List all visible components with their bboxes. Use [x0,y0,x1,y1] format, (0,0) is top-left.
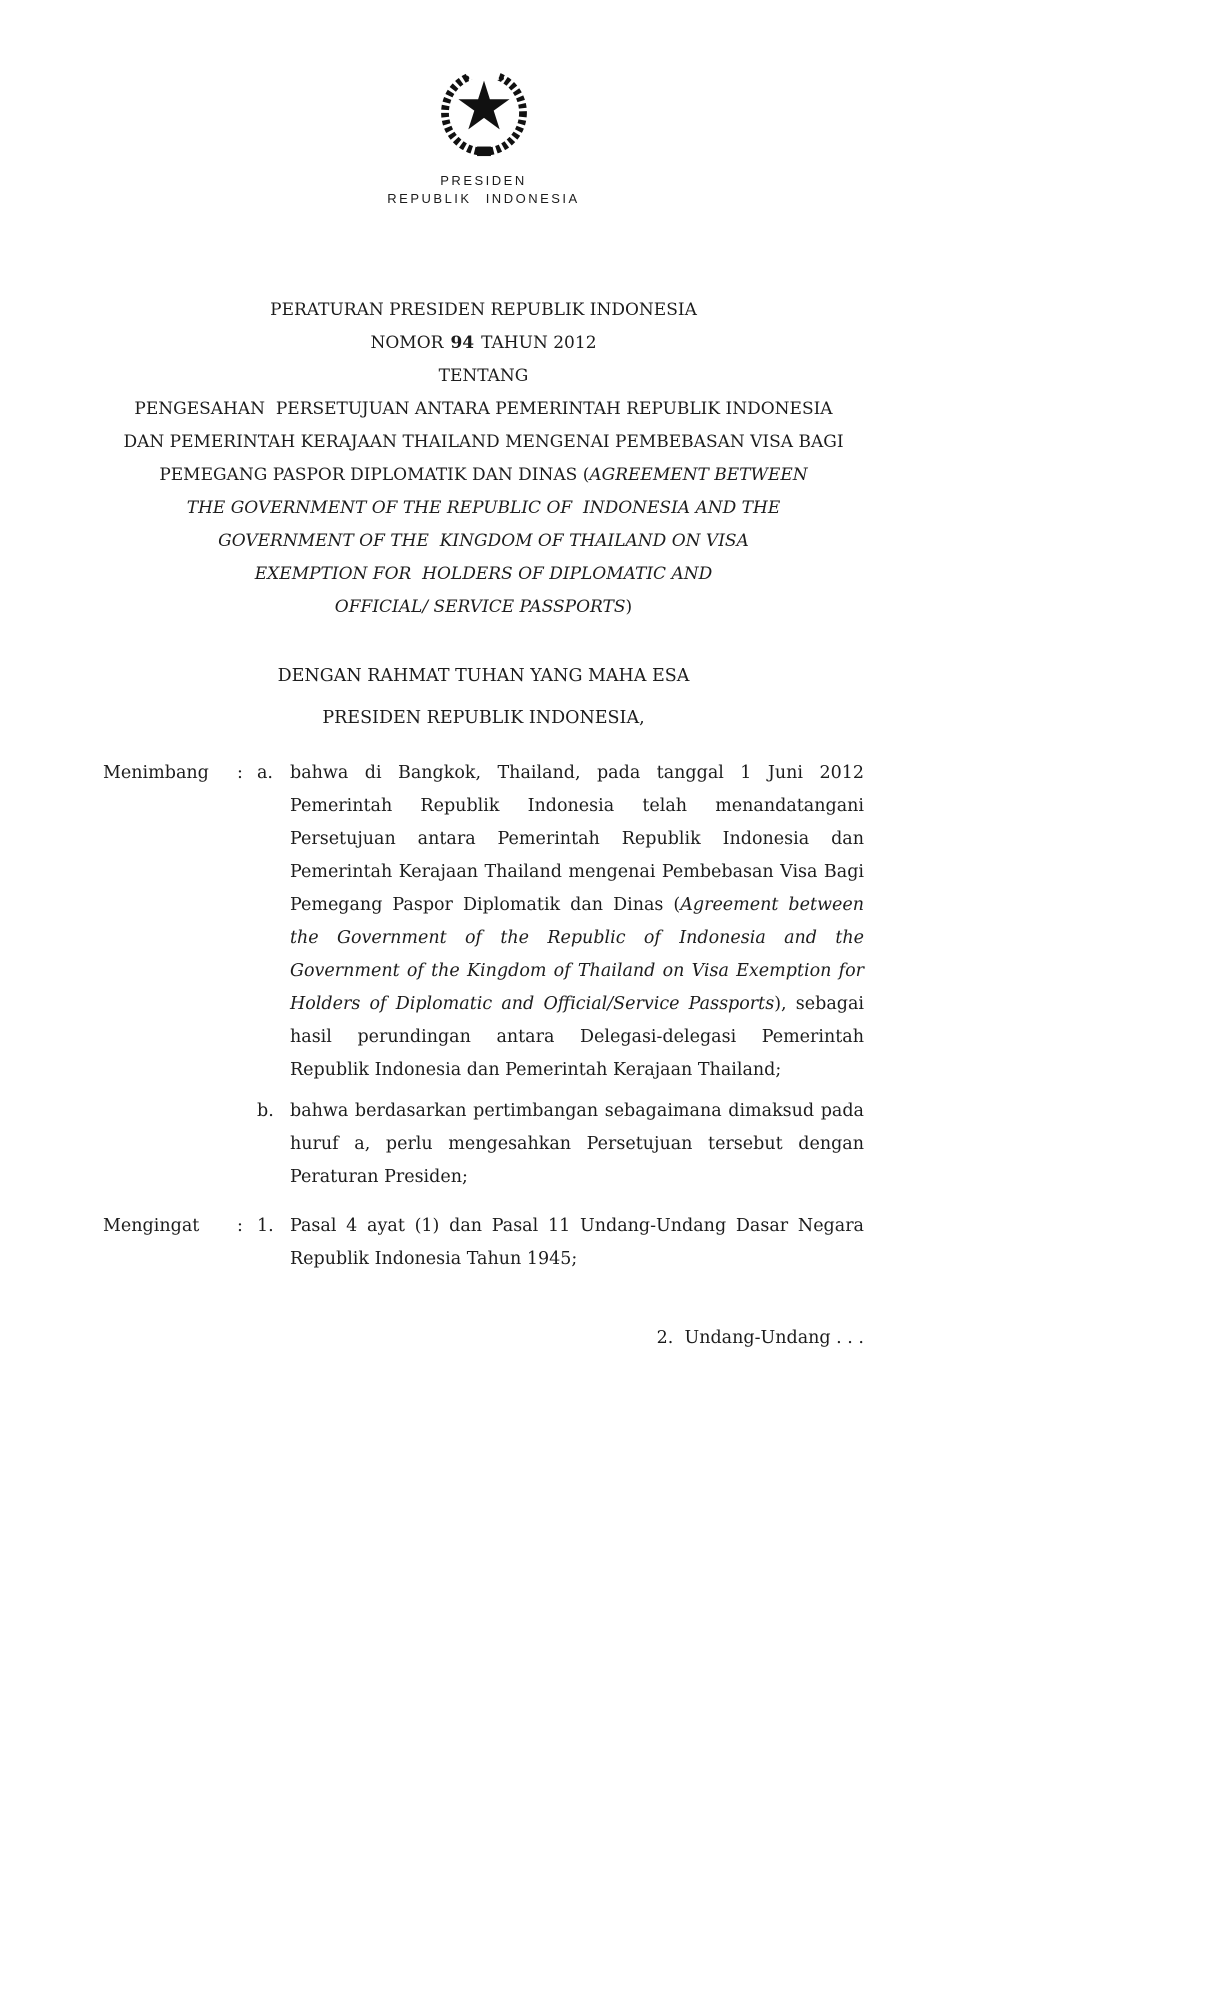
menimbang-item-a [103,757,864,1087]
subject-line-3 [103,459,864,492]
menimbang-label: Menimbang [103,763,209,783]
subject-line-4-italic: THE GOVERNMENT OF THE REPUBLIC OF INDONESIA AND THE [186,498,781,518]
star-icon [458,81,509,130]
document-content [103,0,864,1355]
subject-line-6 [103,558,864,591]
subject-line-7-italic: OFFICIAL/ SERVICE PASSPORTS [334,597,626,617]
item-a-segment-2: ), sebagai hasil perundingan antara Delegasi-delegasi Pemerintah Republik Indonesia dan Pemerintah Kerajaan Thailand; [290,994,864,1080]
subject-line-5-italic: GOVERNMENT OF THE KINGDOM OF THAILAND ON VISA [218,531,749,551]
catchword-line: 2. Undang-Undang . . . [656,1328,864,1348]
subject-line-3-italic: AGREEMENT BETWEEN [589,465,808,485]
tentang-label: TENTANG [438,366,529,386]
menimbang-colon: : [237,763,243,783]
letterhead-presiden: PRESIDEN [440,173,527,188]
letterhead [103,173,864,206]
tahun-label: TAHUN 2012 [481,333,597,353]
item-marker-a: a. [257,763,273,783]
subject-line-2: DAN PEMERINTAH KERAJAAN THAILAND MENGENAI PEMBEBASAN VISA BAGI [123,432,844,452]
menimbang-item-b [103,1095,864,1194]
presidential-emblem [103,0,864,168]
wreath-knot-icon [477,147,491,157]
item-text-b: bahwa berdasarkan pertimbangan sebagaimana dimaksud pada huruf a, perlu mengesahkan Persetujuan tersebut dengan Peraturan Presiden; [290,1101,864,1187]
garuda-wreath-star-icon [432,54,536,168]
subject-line-7-close: ) [625,597,633,617]
authority-line: PRESIDEN REPUBLIK INDONESIA, [322,708,645,728]
item-text-1: Pasal 4 ayat (1) dan Pasal 11 Undang-Undang Dasar Negara Republik Indonesia Tahun 1945; [290,1216,864,1269]
subject-line-6-italic: EXEMPTION FOR HOLDERS OF DIPLOMATIC AND [254,564,713,584]
item-marker-b: b. [257,1101,274,1121]
nomor-value: 94 [450,333,475,353]
mengingat-section [103,1210,864,1276]
subject-line-4 [103,492,864,525]
mengingat-colon: : [237,1216,243,1236]
document-heading [103,294,864,624]
wreath-tip-left-icon [464,75,469,80]
nomor-label: NOMOR [370,333,444,353]
item-marker-1: 1. [257,1216,274,1236]
subject-line-7 [103,591,864,624]
wreath-tip-right-icon [498,75,503,80]
item-a-segment-1: bahwa di Bangkok, Thailand, pada tanggal 1 Juni 2012 Pemerintah Republik Indonesia telah menandatangani Persetujuan antara Pemerintah Republik Indonesia dan Pemerintah Kerajaan Thailand mengenai Pembebasan Visa Bagi Pemegang Paspor Diplomatik dan Dinas ( [290,763,864,915]
mengingat-label: Mengingat [103,1216,200,1236]
subject-line-3-normal: PEMEGANG PASPOR DIPLOMATIK DAN DINAS ( [159,465,590,485]
letterhead-republik-indonesia: REPUBLIK INDONESIA [387,191,580,206]
item-a-italic-segment: Agreement between the Government of the Republic of Indonesia and the Government of the Kingdom of Thailand on Visa Exemption for Holders of Diplomatic and Official/Service Passports [290,895,864,1014]
item-text-a [290,757,864,1087]
invocation-line: DENGAN RAHMAT TUHAN YANG MAHA ESA [277,666,690,686]
mengingat-item-1 [103,1210,864,1276]
subject-line-1: PENGESAHAN PERSETUJUAN ANTARA PEMERINTAH REPUBLIK INDONESIA [134,399,833,419]
menimbang-section [103,757,864,1194]
clauses-section [103,757,864,1355]
subject-line-5 [103,525,864,558]
regulation-title: PERATURAN PRESIDEN REPUBLIK INDONESIA [270,300,697,320]
regulation-number-line [103,327,864,360]
